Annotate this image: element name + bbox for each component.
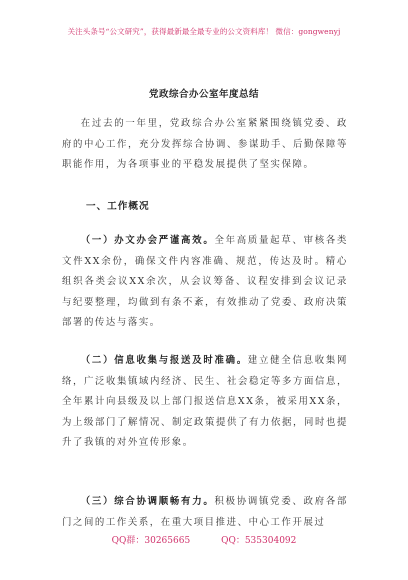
footer-qq: QQ：535304092 — [221, 536, 297, 546]
paragraph-item-3 — [62, 492, 348, 533]
header-banner: 关注头条号“公文研究”，获得最新最全最专业的公文资料库！ 微信：gongwenyj — [67, 27, 341, 36]
document-title: 党政综合办公室年度总结 — [148, 89, 259, 100]
item-3-body: 积极协调镇党委、政府各部门之间的工作关系，在重大项目推进、中心工作开展过 — [62, 496, 349, 528]
item-2-lead: （二）信息收集与报送及时准确。 — [80, 355, 248, 366]
paragraph-item-1 — [62, 231, 348, 334]
item-1-body: 全年高质量起草、审核各类文件XX余份，确保文件内容准确、规范，传达及时。精心组织各类会议XX余次，从会议筹备、议程安排到会议记录与纪要整理，均做到有条不紊，有效推动了党委、政府决策部署的传达与落实。 — [62, 235, 349, 328]
footer-contact — [0, 533, 408, 546]
paragraph-item-2 — [62, 351, 348, 454]
section-heading: 一、工作概况 — [86, 201, 150, 212]
item-1-lead: （一）办文办会严谨高效。 — [80, 235, 215, 246]
item-2-body: 建立健全信息收集网络，广泛收集镇域内经济、民生、社会稳定等多方面信息，全年累计向县级及以上部门报送信息XX条，被采用XX条，为上级部门了解情况、制定政策提供了有力依据，同时也提升了我镇的对外宣传形象。 — [62, 355, 348, 448]
item-3-lead: （三）综合协调顺畅有力。 — [80, 496, 215, 507]
intro-paragraph: 在过去的一年里，党政综合办公室紧紧围绕镇党委、政府的中心工作，充分发挥综合协调、参谋助手、后勤保障等职能作用，为各项事业的平稳发展提供了坚实保障。 — [62, 118, 348, 170]
footer-qq-group: QQ群：30265665 — [111, 536, 191, 546]
